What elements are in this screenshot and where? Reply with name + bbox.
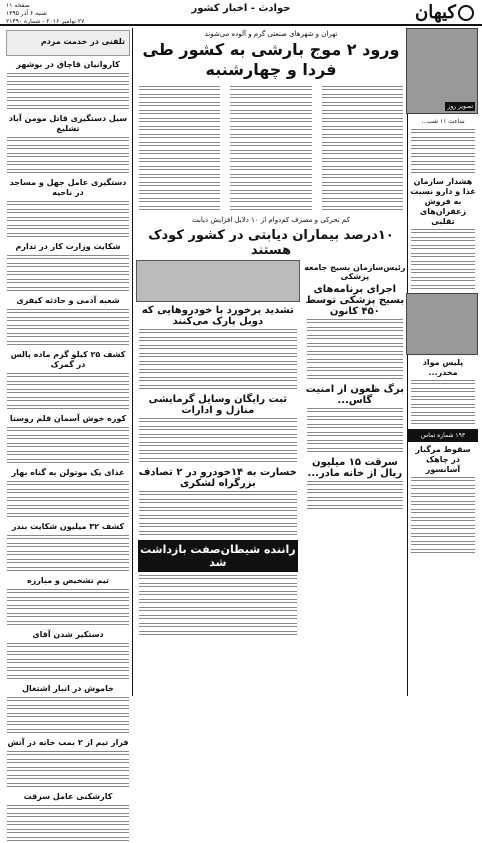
headline-bus: برگ ظعون از امنیت گاس... bbox=[305, 384, 404, 406]
body-text-line bbox=[7, 783, 129, 789]
left-headline: کشف ۲۵ کیلو گرم ماده پالس در گمرک bbox=[10, 350, 126, 369]
body-text-line bbox=[7, 767, 129, 773]
body-text-line bbox=[7, 751, 129, 757]
lead-columns bbox=[136, 84, 406, 214]
hotline-box: ۱۹۳ شماره تماس bbox=[408, 429, 478, 442]
left-headline: دستکیر شدن آقای bbox=[32, 630, 104, 639]
logo: کیهان bbox=[415, 2, 474, 23]
body-text-line bbox=[7, 389, 129, 395]
body-text-line bbox=[7, 543, 129, 549]
headline-drug: اجرای برنامه‌های بسیج پزشکی توسط ۴۵۰ کانون bbox=[305, 284, 405, 317]
body-text-line bbox=[7, 605, 129, 611]
left-headline: فرار تیم از ۲ بمب خانه در آتش bbox=[7, 738, 129, 747]
box-headline: راننده شیطان‌صفت بازداشت شد bbox=[138, 540, 298, 572]
body-text-line bbox=[7, 287, 129, 293]
kicker: تهران و شهرهای صنعتی گرم و آلوده می‌شوند bbox=[204, 30, 338, 38]
body-text-line bbox=[7, 255, 129, 261]
left-headline: سیل دستگیری قاتل مومن آباد تشلیغ bbox=[8, 114, 128, 133]
left-headline: شکایت وزارت کار در تدارم bbox=[15, 242, 121, 251]
body-text-line bbox=[7, 497, 129, 503]
body-text-line bbox=[7, 821, 129, 827]
headline: ورود ۲ موج بارشی به کشور طی فردا و چهارشنبه bbox=[142, 40, 400, 79]
left-headline: دستگیری عامل جهل و مساجد در ناحیه bbox=[9, 178, 127, 197]
body-text-line bbox=[7, 505, 129, 511]
section-title: حوادث - اخبار کشور bbox=[191, 3, 291, 14]
sub-kicker: کم تحرکی و مصرف کم‌دوام از ۱۰ دلایل افزایش دیابت bbox=[192, 216, 350, 224]
body-text-line bbox=[7, 263, 129, 269]
body-text-line bbox=[7, 621, 129, 627]
body-text-line bbox=[7, 217, 129, 223]
body-text-line bbox=[7, 597, 129, 603]
hotline-band: تلفنی در خدمت مردم bbox=[6, 30, 130, 56]
headline-diabetes: ۱۰درصد بیماران دیابتی در کشور کودک هستند bbox=[148, 228, 394, 258]
headline-theft: سرقت ۱۵ میلیون ریال از خانه مادر... bbox=[307, 457, 403, 479]
body-text-line bbox=[7, 489, 129, 495]
photo-drugs bbox=[406, 293, 478, 355]
body-text-line bbox=[7, 721, 129, 727]
body-text-line bbox=[7, 233, 129, 239]
body-text-line bbox=[7, 697, 129, 703]
headline-drug-police: پلیس مواد مخدر... bbox=[422, 358, 464, 377]
photo-of-day bbox=[406, 28, 478, 114]
photo-tag: تصویر روز bbox=[447, 103, 473, 110]
left-headline: کشف ۳۲ میلیون شکایت بندر bbox=[11, 522, 125, 531]
body-text-line bbox=[7, 309, 129, 315]
body-text-line bbox=[7, 317, 129, 323]
body-text-line bbox=[7, 405, 129, 411]
drug-sub: رئیس‌سازمان بسیج جامعه پزشکی bbox=[304, 263, 406, 281]
body-text-line bbox=[7, 551, 129, 557]
body-text-line bbox=[7, 427, 129, 433]
body-text-line bbox=[7, 325, 129, 331]
body-text-line bbox=[7, 435, 129, 441]
headline-saffron: هشدار سازمان غذا و دارو نسبت به فروش زعفران‌های تقلبی bbox=[410, 177, 476, 226]
body-text-line bbox=[7, 161, 129, 167]
body-text-line bbox=[7, 651, 129, 657]
body-text-line bbox=[7, 459, 129, 465]
left-column bbox=[4, 28, 133, 801]
mid-columns bbox=[136, 260, 406, 639]
body-text-line bbox=[7, 153, 129, 159]
page-number: صفحه ۱۱ bbox=[6, 2, 30, 9]
body-text-line bbox=[7, 729, 129, 735]
issue-number: ۲۷ نوامبر ۲۰۱۶ - شماره ۲۱۴۹۰ bbox=[6, 18, 85, 25]
body-text-line bbox=[7, 613, 129, 619]
left-headline: غذای یک موتولن به گناه بهار bbox=[11, 468, 125, 477]
body-text-line bbox=[7, 137, 129, 143]
right-column bbox=[407, 28, 478, 696]
body-text-line bbox=[7, 89, 129, 95]
headline-police: تشدید برخورد با خودروهایی که دوبل پارک می‌کنند bbox=[141, 305, 294, 327]
body-text-line bbox=[7, 105, 129, 111]
body-text-line bbox=[7, 759, 129, 765]
body-text-line bbox=[7, 381, 129, 387]
issue-info bbox=[6, 2, 84, 26]
left-headline: تیم تشخیص و مبارزه bbox=[26, 576, 110, 585]
body-text-line bbox=[7, 145, 129, 151]
body-text-line bbox=[7, 169, 129, 175]
body-text-line bbox=[7, 333, 129, 339]
body-text-line bbox=[7, 81, 129, 87]
left-headline: کوزه خوش آسمان قلم روستا bbox=[9, 414, 127, 423]
body-text-line bbox=[7, 535, 129, 541]
center-column bbox=[136, 28, 406, 696]
body-text-line bbox=[7, 373, 129, 379]
body-text-line bbox=[7, 643, 129, 649]
body-text-line bbox=[7, 451, 129, 457]
body-text-line bbox=[7, 589, 129, 595]
body-text-line bbox=[7, 73, 129, 79]
body-text-line bbox=[7, 567, 129, 573]
body-text-line bbox=[7, 225, 129, 231]
body-text-line bbox=[7, 775, 129, 781]
body-text-line bbox=[7, 397, 129, 403]
body-text-line bbox=[7, 829, 129, 835]
body-text-line bbox=[7, 667, 129, 673]
photo-police bbox=[136, 260, 300, 302]
body-text-line bbox=[7, 481, 129, 487]
body-text-line bbox=[7, 805, 129, 811]
body-text-line bbox=[7, 713, 129, 719]
left-headline: کارشکنی عامل سرقت bbox=[23, 792, 113, 801]
body-text-line bbox=[7, 675, 129, 681]
body-text-line bbox=[7, 209, 129, 215]
body-text-line bbox=[7, 705, 129, 711]
body-text-line bbox=[7, 559, 129, 565]
body-text-line bbox=[7, 813, 129, 819]
left-headline: خاموش در انبار اشتغال bbox=[22, 684, 114, 693]
body-text-line bbox=[7, 97, 129, 103]
headline-crash: خسارت به ۱۴خودرو در ۲ تصادف بزرگراه لشکری bbox=[138, 467, 297, 489]
body-text-line bbox=[7, 443, 129, 449]
body-text-line bbox=[7, 341, 129, 347]
body-text-line bbox=[7, 837, 129, 843]
headline-fire: ثبت رایگان وسایل گرمایشی منازل و ادارات bbox=[148, 394, 288, 416]
body-text-line bbox=[7, 279, 129, 285]
body-text-line bbox=[7, 201, 129, 207]
headline-elevator: سقوط مرگبار در چاهک آسانسور bbox=[415, 445, 471, 474]
body-text-line bbox=[7, 659, 129, 665]
masthead bbox=[0, 0, 482, 26]
date: شنبه ۶ آذر ۱۳۹۵ bbox=[6, 10, 47, 17]
body-text-line bbox=[7, 513, 129, 519]
body-text-line bbox=[7, 271, 129, 277]
left-headline: کاروانیان قاچاق در بوشهر bbox=[16, 60, 120, 69]
left-items bbox=[4, 60, 132, 843]
photo-caption: ساعت ۱۱ شب... bbox=[421, 118, 465, 125]
left-headline: شعبه آدمی و حادثه کیفری bbox=[16, 296, 120, 305]
